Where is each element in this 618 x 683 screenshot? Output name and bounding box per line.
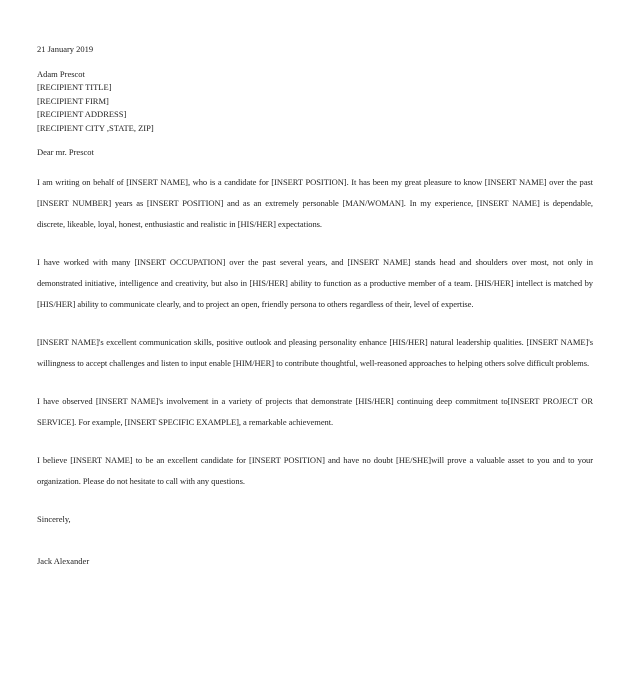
recipient-block [37, 68, 593, 135]
letter-paragraph-introduction: I am writing on behalf of [INSERT NAME], who is a candidate for [INSERT POSITION]. It has been my great pleasure to know [INSERT NAME] over the past [INSERT NUMBER] years as [INSERT POSITION] and as an extremely personable [MAN/WOMAN]. In my experience, [INSERT NAME] is dependable, discrete, likeable, loyal, honest, enthusiastic and realistic in [HIS/HER] expectations. [37, 177, 593, 230]
letter-paragraph-recommendation: I believe [INSERT NAME] to be an excellent candidate for [INSERT POSITION] and have no doubt [HE/SHE]will prove a valuable asset to you and to your organization. Please do not hesitate to call with any questions. [37, 455, 593, 487]
letter-paragraph-projects: I have observed [INSERT NAME]'s involvement in a variety of projects that demonstrate [HIS/HER] continuing deep commitment to[INSERT PROJECT OR SERVICE]. For example, [INSERT SPECIFIC EXAMPLE], a remarkable achievement. [37, 396, 593, 428]
recipient-name: Adam Prescot [37, 69, 85, 79]
closing-sincerely: Sincerely, [37, 514, 71, 525]
recipient-firm-placeholder: [RECIPIENT FIRM] [37, 95, 109, 106]
salutation: Dear mr. Prescot [37, 147, 94, 158]
recipient-address-placeholder: [RECIPIENT ADDRESS] [37, 109, 127, 120]
letter-body [37, 172, 593, 492]
letter-date: 21 January 2019 [37, 44, 94, 54]
recipient-city-state-zip-placeholder: [RECIPIENT CITY ,STATE, ZIP] [37, 122, 154, 133]
letter-paragraph-communication-skills: [INSERT NAME]'s excellent communication skills, positive outlook and pleasing personality enhance [HIS/HER] natural leadership qualities. [INSERT NAME]'s willingness to accept challenges and listen to input enable [HIM/HER] to contribute thoughtful, well-reasoned approaches to helping others solve difficult problems. [37, 337, 593, 369]
signature-name: Jack Alexander [37, 556, 90, 567]
recipient-title-placeholder: [RECIPIENT TITLE] [37, 82, 112, 93]
letter-paragraph-work-experience: I have worked with many [INSERT OCCUPATION] over the past several years, and [INSERT NAME] stands head and shoulders over most, not only in demonstrated initiative, intelligence and creativity, but also in [HIS/HER] ability to function as a productive member of a team. [HIS/HER] intellect is matched by [HIS/HER] ability to communicate clearly, and to project an open, friendly persona to others regardless of their, level of expertise. [37, 257, 593, 310]
